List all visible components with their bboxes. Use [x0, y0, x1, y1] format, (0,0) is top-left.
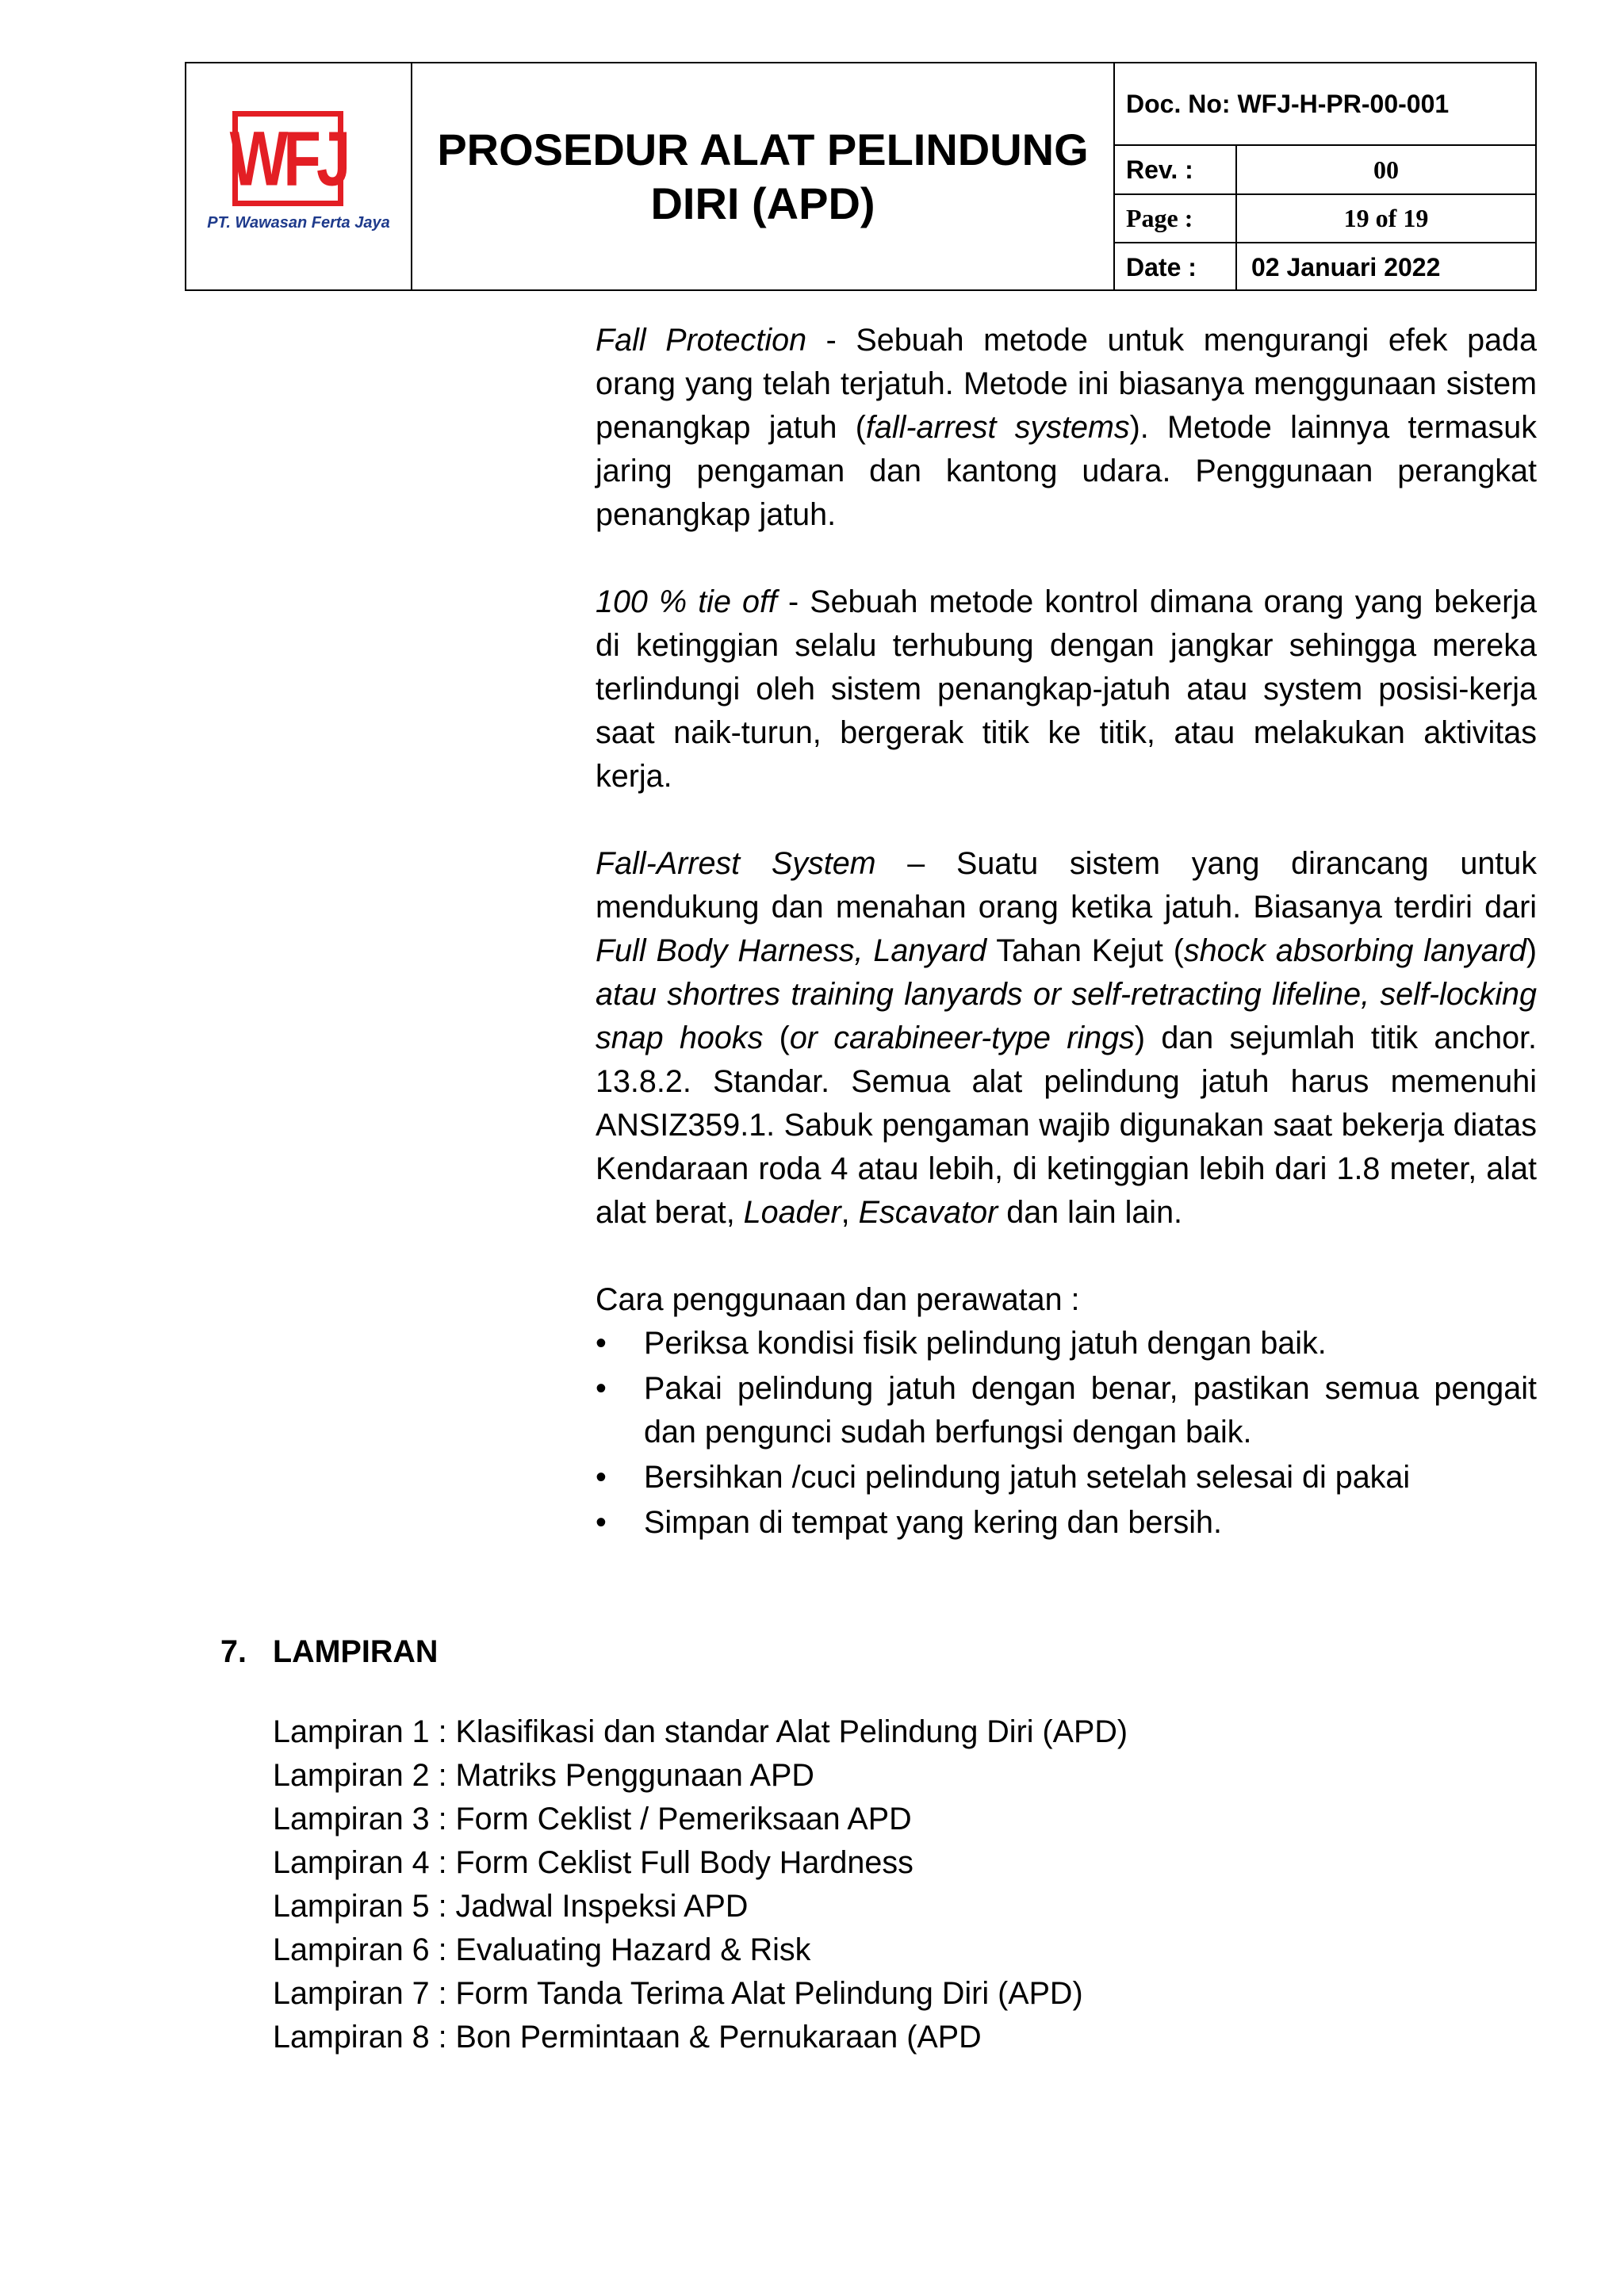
attachment-list	[273, 1710, 1128, 2059]
logo-wordmark: WFJ	[229, 114, 347, 202]
attachment-item: Lampiran 7 : Form Tanda Terima Alat Pelindung Diri (APD)	[273, 1976, 1083, 2011]
date-value: 02 Januari 2022	[1251, 252, 1441, 281]
attachment-item: Lampiran 6 : Evaluating Hazard & Risk	[273, 1932, 811, 1967]
title-line-2: DIRI (APD)	[650, 178, 875, 228]
italic-text: or carabineer-type rings	[789, 1021, 1135, 1055]
italic-text: atau shortres training lanyards or self-retracting lifeline, self-locking snap hooks	[596, 977, 1537, 1055]
paragraph-fall-protection	[596, 319, 1537, 537]
italic-text: Escavator	[858, 1195, 998, 1230]
list-item-text: Bersihkan /cuci pelindung jatuh setelah selesai di pakai	[644, 1460, 1411, 1495]
text: - Sebuah metode untuk mengurangi efek pada orang yang telah terjatuh. Metode ini biasanya menggunaan sistem penangkap jatuh (	[596, 323, 1537, 445]
list-item	[596, 1367, 1537, 1454]
paragraph-tie-off	[596, 580, 1537, 798]
text: Tahan Kejut (	[986, 933, 1184, 968]
doc-number: Doc. No: WFJ-H-PR-00-001	[1126, 89, 1450, 118]
section-number: 7.	[220, 1634, 247, 1669]
text: dan lain lain.	[998, 1195, 1183, 1230]
text: ) dan sejumlah titik anchor. 13.8.2. Standar. Semua alat pelindung jatuh harus memenuhi ANSIZ359.1. Sabuk pengaman wajib digunakan saat bekerja diatas Kendaraan roda 4 atau lebih, di ketinggian lebih dari 1.8 meter, alat alat berat,	[596, 1021, 1537, 1230]
attachment-item: Lampiran 5 : Jadwal Inspeksi APD	[273, 1889, 749, 1924]
italic-text: Loader	[743, 1195, 841, 1230]
list-item-text: Pakai pelindung jatuh dengan benar, pastikan semua pengait dan pengunci sudah berfungsi dengan baik.	[644, 1371, 1537, 1450]
attachment-item: Lampiran 2 : Matriks Penggunaan APD	[273, 1758, 814, 1793]
bullet-icon: •	[596, 1326, 607, 1361]
term-fall-protection: Fall Protection	[596, 323, 807, 358]
date-row	[1115, 243, 1535, 291]
attachment-item: Lampiran 3 : Form Ceklist / Pemeriksaan APD	[273, 1802, 912, 1836]
company-name: PT. Wawasan Ferta Jaya	[207, 214, 390, 232]
list-item	[596, 1501, 1537, 1545]
section-title: LAMPIRAN	[273, 1634, 439, 1669]
italic-text: fall-arrest systems	[865, 410, 1130, 445]
term-fall-arrest: Fall-Arrest System	[596, 846, 876, 881]
text: )	[1526, 933, 1537, 968]
rev-row	[1115, 146, 1535, 195]
bullet-icon: •	[596, 1460, 607, 1495]
meta-cell	[1115, 63, 1535, 289]
list-item	[596, 1322, 1537, 1365]
date-label: Date :	[1115, 243, 1237, 291]
logo-cell	[186, 63, 412, 289]
italic-text: shock absorbing lanyard	[1183, 933, 1526, 968]
italic-text: Full Body Harness, Lanyard	[596, 933, 987, 968]
term-tie-off: 100 % tie off	[596, 584, 777, 619]
rev-label: Rev. :	[1115, 146, 1237, 193]
list-item	[596, 1456, 1537, 1499]
list-item-text: Periksa kondisi fisik pelindung jatuh dengan baik.	[644, 1326, 1327, 1361]
care-list	[596, 1322, 1537, 1545]
attachment-item: Lampiran 4 : Form Ceklist Full Body Hardness	[273, 1845, 914, 1880]
text: (	[763, 1021, 790, 1055]
text: - Sebuah metode kontrol dimana orang yang bekerja di ketinggian selalu terhubung dengan jangkar sehingga mereka terlindungi oleh sistem penangkap-jatuh atau system posisi-kerja saat naik-turun, bergerak titik ke titik, atau melakukan aktivitas kerja.	[596, 584, 1537, 794]
document-header	[185, 62, 1537, 291]
title-line-1: PROSEDUR ALAT PELINDUNG	[437, 124, 1089, 174]
bullet-icon: •	[596, 1505, 607, 1540]
body-content	[596, 319, 1537, 1546]
bullet-icon: •	[596, 1371, 607, 1406]
attachment-item: Lampiran 1 : Klasifikasi dan standar Alat Pelindung Diri (APD)	[273, 1714, 1128, 1749]
company-logo	[229, 111, 347, 206]
rev-value: 00	[1373, 155, 1399, 184]
page-value: 19 of 19	[1343, 204, 1429, 232]
doc-no-row	[1115, 63, 1535, 146]
page-row	[1115, 195, 1535, 243]
section-heading-lampiran	[220, 1634, 438, 1670]
text: ,	[841, 1195, 859, 1230]
text: ). Metode lainnya termasuk jaring pengaman dan kantong udara. Penggunaan perangkat penangkap jatuh.	[596, 410, 1537, 532]
paragraph-fall-arrest	[596, 842, 1537, 1235]
text: – Suatu sistem yang dirancang untuk mendukung dan menahan orang ketika jatuh. Biasanya terdiri dari	[596, 846, 1537, 925]
attachment-item: Lampiran 8 : Bon Permintaan & Pernukaraan (APD	[273, 2020, 982, 2055]
page-label: Page :	[1115, 195, 1237, 242]
document-title	[437, 123, 1088, 231]
care-heading: Cara penggunaan dan perawatan :	[596, 1282, 1080, 1317]
list-item-text: Simpan di tempat yang kering dan bersih.	[644, 1505, 1222, 1540]
title-cell	[412, 63, 1115, 289]
